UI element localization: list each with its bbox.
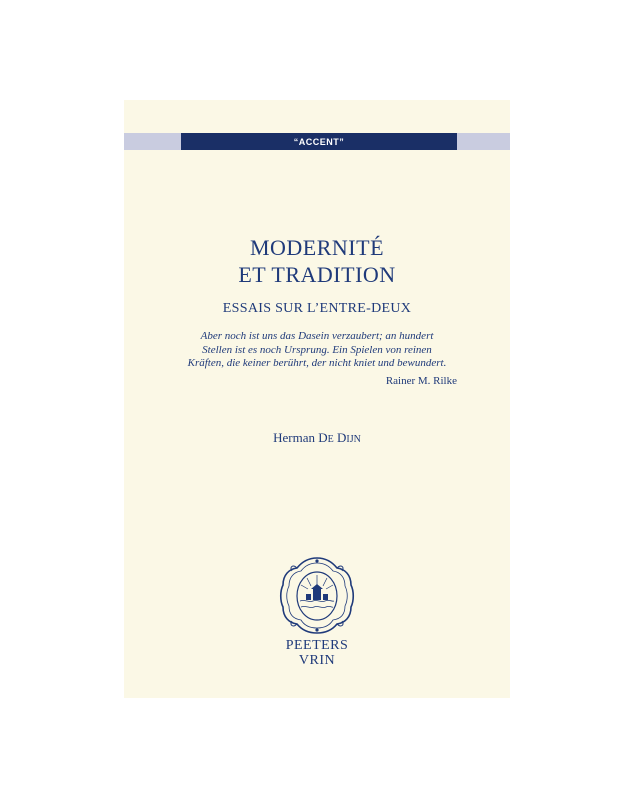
subtitle: ESSAIS SUR L’ENTRE-DEUX (222, 301, 412, 316)
author-last-smallcaps-2: IJN (346, 434, 361, 445)
publisher-seal-icon (279, 555, 355, 635)
epigraph-line: Kräften, die keiner berührt, der nicht kniet und bewundert. (187, 357, 447, 369)
series-band (124, 133, 510, 150)
author-last-smallcaps: E (327, 434, 334, 445)
epigraph (144, 330, 490, 371)
title-line-2: ET TRADITION (238, 262, 396, 287)
author-name (124, 430, 510, 446)
publisher-name: PEETERS (285, 638, 349, 653)
publisher-name: VRIN (298, 653, 336, 668)
author-last-initial: D (318, 430, 328, 445)
epigraph-line: Aber noch ist uns das Dasein verzaubert; an hundert (200, 330, 434, 342)
epigraph-line: Stellen ist es noch Ursprung. Ein Spielen von reinen (202, 343, 432, 356)
series-label: “ACCENT” (181, 133, 457, 150)
epigraph-attribution: Rainer M. Rilke (385, 375, 457, 387)
author-last-initial-2: D (333, 430, 347, 445)
author-first-name: Herman (273, 430, 319, 445)
book-cover (124, 100, 510, 698)
title-line-1: MODERNITÉ (249, 235, 385, 260)
